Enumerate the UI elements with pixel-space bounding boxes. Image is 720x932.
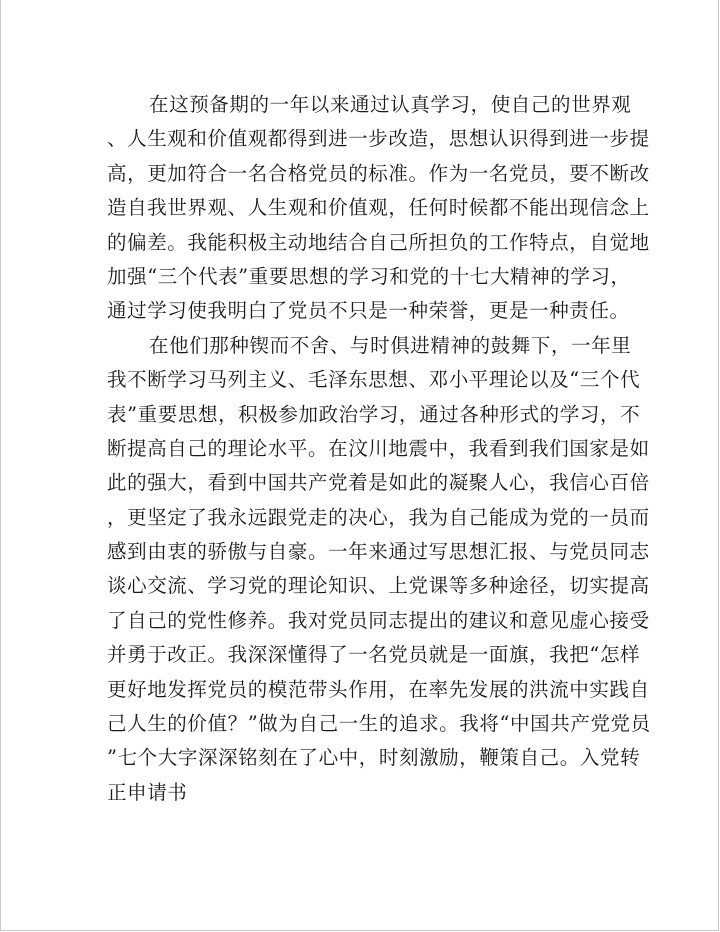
text-line: 在这预备期的一年以来通过认真学习，使自己的世界观 [149, 93, 632, 116]
text-line: 通过学习使我明白了党员不只是一种荣誉，更是一种责任。 [107, 299, 630, 323]
paragraph-2 [107, 329, 651, 810]
text-line: 的偏差。我能积极主动地结合自己所担负的工作特点，自觉地 [107, 230, 650, 254]
text-line: 己人生的价值？”做为自己一生的追求。我将“中国共产党党员 [107, 712, 651, 736]
text-line: 造自我世界观、人生观和价值观，任何时候都不能出现信念上 [107, 196, 650, 220]
text-line: 断提高自己的理论水平。在汶川地震中，我看到我们国家是如 [107, 436, 650, 460]
text-line: 加强“三个代表”重要思想的学习和党的十七大精神的学习， [107, 264, 631, 288]
text-line: 更好地发挥党员的模范带头作用，在率先发展的洪流中实践自 [107, 677, 650, 701]
text-line: 此的强大，看到中国共产党着是如此的凝聚人心，我信心百倍 [107, 471, 650, 495]
text-line: 谈心交流、学习党的理论知识、上党课等多种途径，切实提高 [107, 574, 650, 598]
text-line: 在他们那种锲而不舍、与时俱进精神的鼓舞下，一年里 [149, 333, 632, 357]
document-body [107, 88, 651, 810]
text-line: ，更坚定了我永远跟党走的决心，我为自己能成为党的一员而 [107, 505, 650, 529]
text-line: 正申请书 [107, 780, 188, 804]
text-line: 、人生观和价值观都得到进一步改造，思想认识得到进一步提 [107, 127, 650, 151]
text-line: 了自己的党性修养。我对党员同志提出的建议和意见虚心接受 [107, 608, 650, 632]
text-line: 并勇于改正。我深深懂得了一名党员就是一面旗，我把“怎样 [107, 643, 641, 667]
text-line: 感到由衷的骄傲与自豪。一年来通过写思想汇报、与党员同志 [107, 540, 650, 564]
paragraph-1 [107, 88, 650, 329]
text-line: ”七个大字深深铭刻在了心中，时刻激励，鞭策自己。入党转 [107, 746, 641, 770]
text-line: 高，更加符合一名合格党员的标准。作为一名党员，要不断改 [107, 161, 650, 185]
text-line: 我不断学习马列主义、毛泽东思想、邓小平理论以及“三个代 [107, 368, 641, 392]
text-line: 表”重要思想，积极参加政治学习，通过各种形式的学习，不 [107, 402, 641, 426]
